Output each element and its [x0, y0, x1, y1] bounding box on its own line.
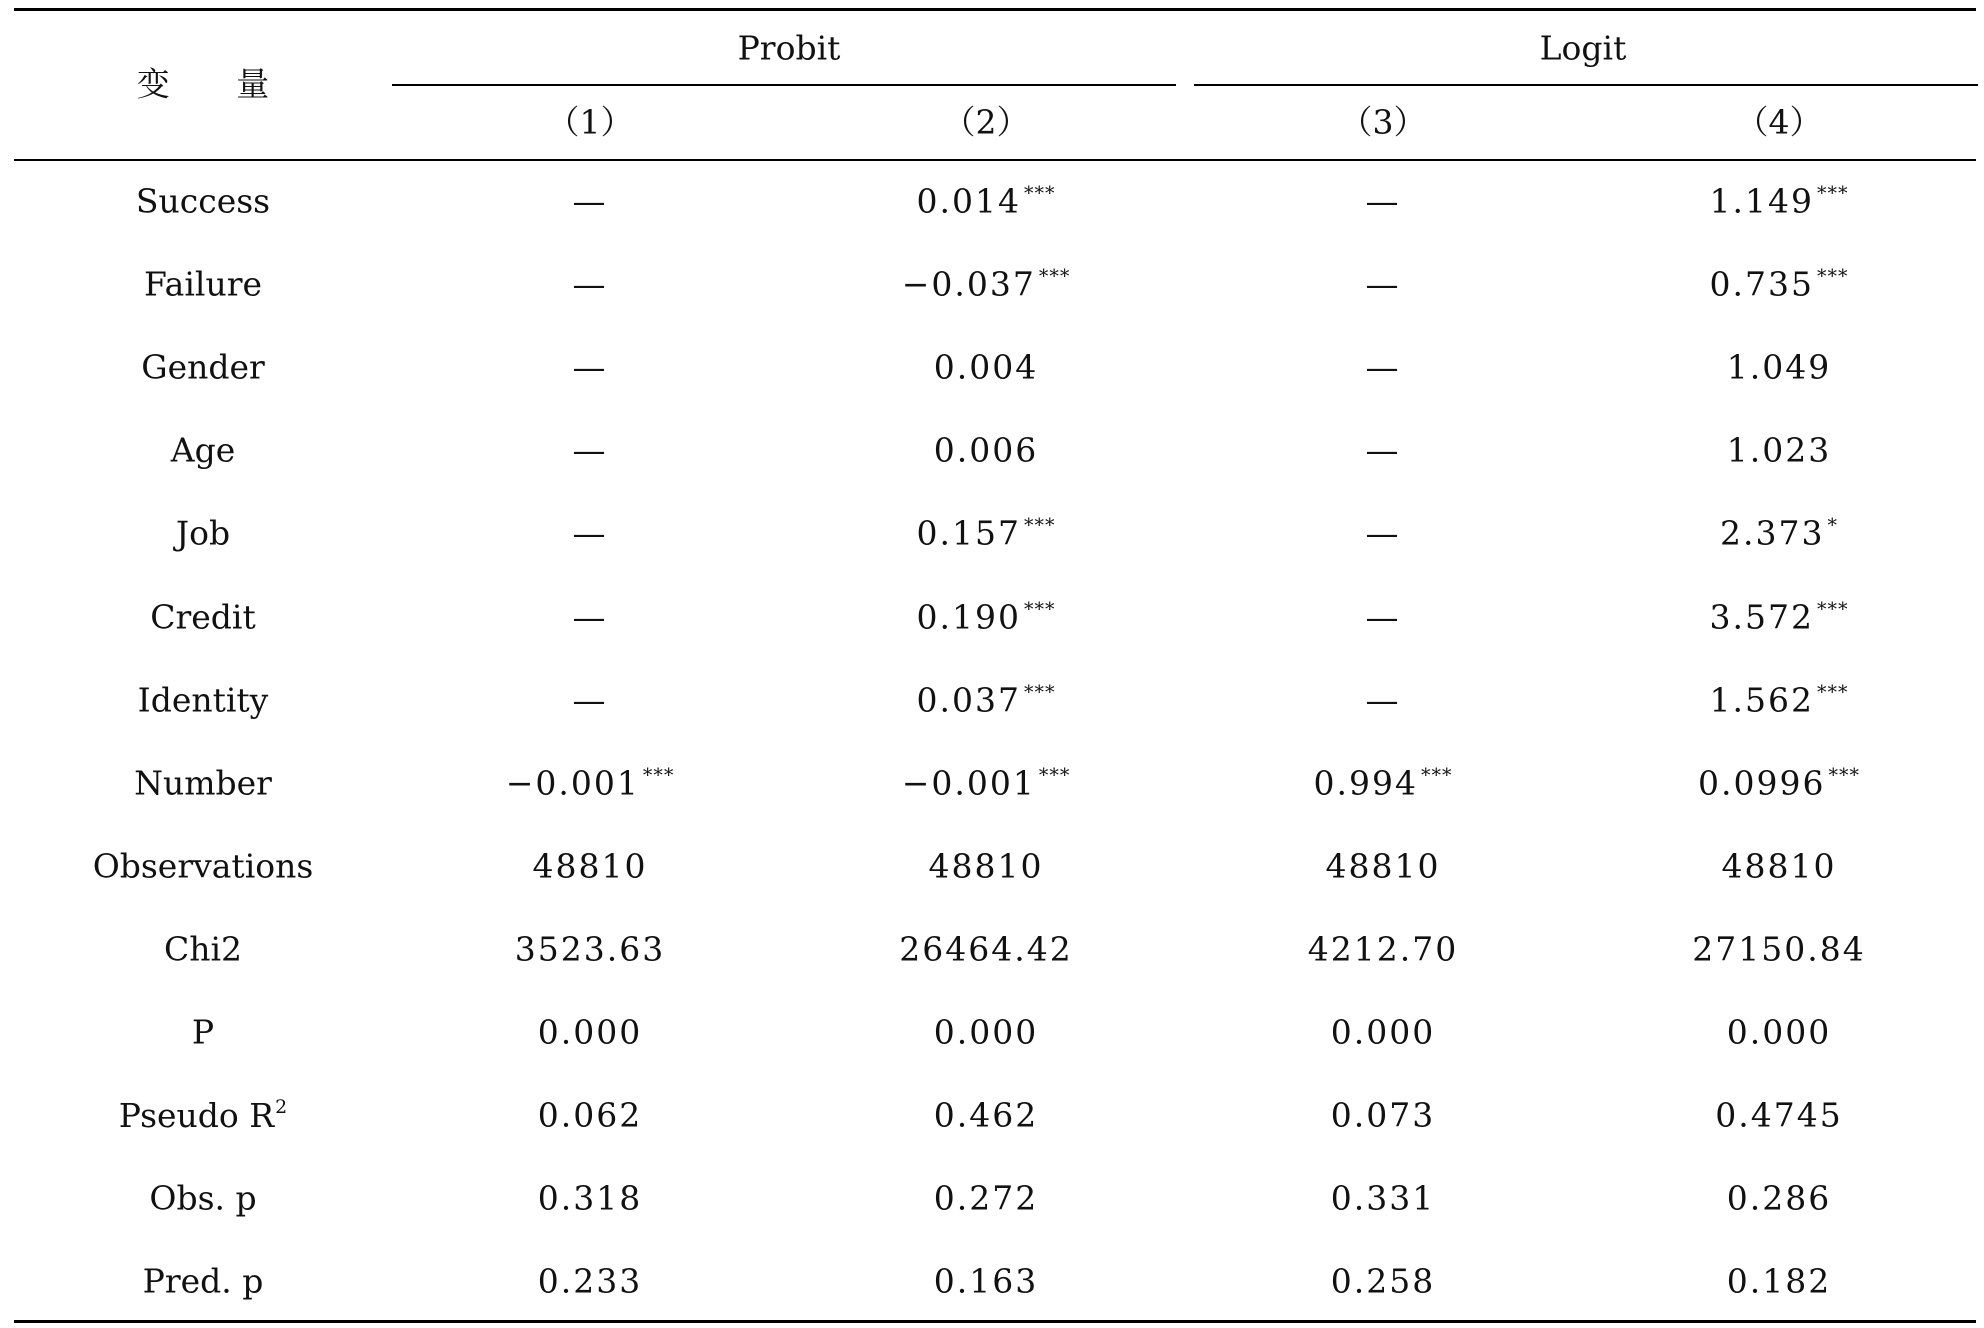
column-header-3: （3） — [1339, 102, 1427, 142]
probit-group-underline — [392, 84, 1176, 86]
table-cell — [933, 430, 1039, 470]
cell-value: — — [1365, 513, 1401, 553]
cell-value: 27150.84 — [1692, 929, 1866, 969]
cell-value: — — [572, 680, 608, 720]
table-cell — [1330, 1012, 1436, 1052]
row-label-text: Credit — [150, 597, 256, 637]
row-label — [137, 680, 269, 720]
cell-value: — — [1365, 430, 1401, 470]
table-cell — [537, 1012, 643, 1052]
cell-value: 48810 — [1721, 846, 1837, 886]
table-cell — [916, 513, 1056, 553]
cell-value: 0.190 — [916, 597, 1021, 637]
row-label-text: Identity — [137, 680, 269, 720]
table-cell — [537, 1095, 643, 1135]
table-cell — [1313, 763, 1453, 803]
row-label — [142, 1261, 264, 1301]
table-cell — [1709, 264, 1849, 304]
cell-value: — — [572, 430, 608, 470]
significance-stars: *** — [1023, 598, 1056, 621]
significance-stars: *** — [1023, 514, 1056, 537]
cell-value: — — [572, 597, 608, 637]
cell-value: 3523.63 — [514, 929, 666, 969]
table-cell — [928, 846, 1044, 886]
table-cell — [1330, 1261, 1436, 1301]
cell-value: 0.286 — [1726, 1178, 1832, 1218]
cell-value: 0.272 — [933, 1178, 1039, 1218]
significance-stars: *** — [1023, 182, 1056, 205]
table-cell — [537, 1178, 643, 1218]
cell-value: 0.014 — [916, 181, 1021, 221]
table-cell — [1365, 680, 1401, 720]
cell-value: 0.318 — [537, 1178, 643, 1218]
cell-value: 0.331 — [1330, 1178, 1436, 1218]
cell-value: 48810 — [928, 846, 1044, 886]
cell-value: 0.000 — [1330, 1012, 1436, 1052]
table-cell — [1365, 513, 1401, 553]
table-cell — [572, 597, 608, 637]
cell-value: — — [572, 264, 608, 304]
table-cell — [1726, 347, 1832, 387]
table-cell — [1715, 1095, 1843, 1135]
cell-value: 1.023 — [1726, 430, 1832, 470]
significance-stars: *** — [1816, 598, 1849, 621]
table-cell — [1709, 181, 1849, 221]
significance-stars: *** — [1038, 265, 1071, 288]
row-label-text: Age — [170, 430, 236, 470]
cell-value: 4212.70 — [1307, 929, 1459, 969]
cell-value: −0.037 — [901, 264, 1036, 304]
cell-value: 0.062 — [537, 1095, 643, 1135]
cell-value: — — [572, 347, 608, 387]
cell-value: 0.735 — [1709, 264, 1814, 304]
table-cell — [901, 264, 1071, 304]
group-header-probit: Probit — [737, 28, 841, 68]
cell-value: 2.373 — [1720, 513, 1825, 553]
significance-stars: *** — [642, 764, 675, 787]
cell-value: 0.258 — [1330, 1261, 1436, 1301]
cell-value: 0.163 — [933, 1261, 1039, 1301]
significance-stars: *** — [1816, 265, 1849, 288]
table-cell — [1365, 597, 1401, 637]
cell-value: 0.462 — [933, 1095, 1039, 1135]
column-header-4: （4） — [1735, 102, 1823, 142]
table-cell — [916, 181, 1056, 221]
table-cell — [505, 763, 675, 803]
cell-value: 1.149 — [1709, 181, 1814, 221]
row-label — [135, 181, 271, 221]
row-label-text: P — [191, 1012, 215, 1052]
row-label-text: Chi2 — [163, 929, 243, 969]
cell-value: — — [572, 181, 608, 221]
table-cell — [1325, 846, 1441, 886]
row-label-text: Pred. p — [142, 1261, 264, 1301]
cell-value: 26464.42 — [899, 929, 1073, 969]
row-label — [149, 1178, 257, 1218]
table-cell — [1721, 846, 1837, 886]
cell-value: — — [1365, 181, 1401, 221]
row-label-text: Gender — [141, 347, 265, 387]
row-label-text: Pseudo R — [118, 1096, 275, 1135]
table-cell — [1330, 1178, 1436, 1218]
cell-value: — — [1365, 597, 1401, 637]
bottom-rule — [14, 1320, 1976, 1323]
cell-value: — — [1365, 347, 1401, 387]
cell-value: — — [572, 513, 608, 553]
cell-value: 3.572 — [1709, 597, 1814, 637]
table-cell — [933, 347, 1039, 387]
row-label — [170, 430, 236, 470]
table-cell — [1365, 347, 1401, 387]
row-label-text: Observations — [92, 846, 314, 886]
cell-value: 0.4745 — [1715, 1095, 1843, 1135]
column-header-2: （2） — [942, 102, 1030, 142]
table-cell — [1365, 181, 1401, 221]
row-label — [141, 347, 265, 387]
table-cell — [1726, 430, 1832, 470]
cell-value: 0.006 — [933, 430, 1039, 470]
table-cell — [916, 680, 1056, 720]
row-label-text: Obs. p — [149, 1178, 257, 1218]
row-label — [92, 846, 314, 886]
row-label — [118, 1096, 288, 1135]
cell-value: 1.562 — [1709, 680, 1814, 720]
cell-value: 0.073 — [1330, 1095, 1436, 1135]
row-label — [144, 264, 262, 304]
significance-stars: *** — [1420, 764, 1453, 787]
cell-value: 0.000 — [537, 1012, 643, 1052]
table-cell — [933, 1178, 1039, 1218]
cell-value: — — [1365, 680, 1401, 720]
table-cell — [899, 929, 1073, 969]
table-cell — [1692, 929, 1866, 969]
table-cell — [572, 680, 608, 720]
table-cell — [933, 1095, 1039, 1135]
table-cell — [1709, 680, 1849, 720]
row-label-superscript: 2 — [275, 1096, 288, 1118]
table-cell — [1698, 763, 1860, 803]
significance-stars: *** — [1816, 182, 1849, 205]
table-cell — [933, 1012, 1039, 1052]
variable-header: 变 量 — [136, 64, 298, 104]
table-cell — [1330, 1095, 1436, 1135]
table-cell — [537, 1261, 643, 1301]
significance-stars: *** — [1038, 764, 1071, 787]
table-cell — [1726, 1261, 1832, 1301]
table-cell — [1726, 1012, 1832, 1052]
table-cell — [916, 597, 1056, 637]
cell-value: −0.001 — [901, 763, 1036, 803]
group-header-logit: Logit — [1539, 28, 1627, 68]
cell-value: — — [1365, 264, 1401, 304]
column-header-1: （1） — [546, 102, 634, 142]
table-cell — [1709, 597, 1849, 637]
cell-value: 0.182 — [1726, 1261, 1832, 1301]
row-label-text: Number — [134, 763, 272, 803]
table-cell — [1720, 513, 1838, 553]
cell-value: 48810 — [532, 846, 648, 886]
row-label-text: Failure — [144, 264, 262, 304]
cell-value: 0.000 — [1726, 1012, 1832, 1052]
table-cell — [1365, 264, 1401, 304]
table-cell — [572, 430, 608, 470]
table-cell — [901, 763, 1071, 803]
row-label — [150, 597, 256, 637]
cell-value: 1.049 — [1726, 347, 1832, 387]
significance-stars: * — [1827, 514, 1838, 537]
significance-stars: *** — [1828, 764, 1860, 787]
header-bottom-rule — [14, 159, 1976, 161]
cell-value: −0.001 — [505, 763, 640, 803]
table-cell — [1365, 430, 1401, 470]
table-cell — [572, 513, 608, 553]
cell-value: 0.004 — [933, 347, 1039, 387]
row-label-text: Success — [135, 181, 271, 221]
row-label — [175, 513, 231, 553]
cell-value: 0.000 — [933, 1012, 1039, 1052]
table-cell — [1307, 929, 1459, 969]
row-label — [134, 763, 272, 803]
significance-stars: *** — [1023, 681, 1056, 704]
table-cell — [933, 1261, 1039, 1301]
cell-value: 0.157 — [916, 513, 1021, 553]
table-cell — [514, 929, 666, 969]
cell-value: 48810 — [1325, 846, 1441, 886]
cell-value: 0.0996 — [1698, 763, 1826, 803]
cell-value: 0.037 — [916, 680, 1021, 720]
significance-stars: *** — [1816, 681, 1849, 704]
logit-group-underline — [1194, 84, 1978, 86]
cell-value: 0.994 — [1313, 763, 1418, 803]
table-cell — [532, 846, 648, 886]
table-cell — [572, 347, 608, 387]
row-label-text: Job — [175, 513, 231, 553]
row-label — [191, 1012, 215, 1052]
table-cell — [1726, 1178, 1832, 1218]
cell-value: 0.233 — [537, 1261, 643, 1301]
top-rule — [14, 8, 1976, 11]
table-cell — [572, 264, 608, 304]
table-cell — [572, 181, 608, 221]
row-label — [163, 929, 243, 969]
